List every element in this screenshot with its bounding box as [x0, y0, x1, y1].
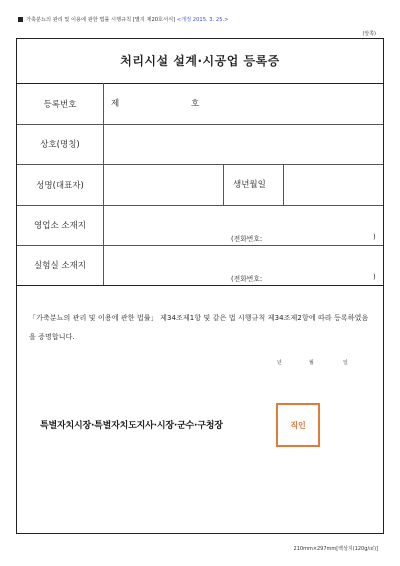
- office-address-label: 영업소 소재지: [34, 221, 86, 231]
- divider: [223, 164, 224, 205]
- page-side-indicator: (앞쪽): [362, 31, 376, 37]
- office-phone-close: ): [373, 233, 376, 241]
- representative-row: [17, 164, 383, 206]
- seal-label: 직인: [290, 420, 306, 430]
- official-seal-stamp: [276, 403, 320, 447]
- lab-phone-close: ): [373, 273, 376, 281]
- date-month-label: 월: [309, 360, 314, 366]
- certification-statement: 「가축분뇨의 관리 및 이용에 관한 법률」 제34조제1항 및 같은 법 시행규칙 제34조제2항에 따라 등록하였음을 증명합니다.: [29, 314, 369, 341]
- revision-note: <개정 2015. 3. 25.>: [176, 17, 229, 23]
- registration-number-row: [17, 83, 383, 125]
- square-bullet-icon: [18, 17, 23, 22]
- divider: [103, 124, 104, 164]
- registration-number-prefix: 제: [111, 99, 120, 109]
- office-address-row: [17, 205, 383, 246]
- date-year-label: 년: [277, 360, 282, 366]
- form-reference-caption: [18, 16, 229, 23]
- divider: [103, 164, 104, 205]
- registration-number-label: 등록번호: [43, 99, 77, 110]
- issuing-authority: 특별자치시장·특별자치도지사·시장·군수·구청장: [40, 421, 223, 431]
- lab-address-label: 실험실 소재지: [34, 261, 86, 271]
- representative-label: 성명(대표자): [36, 180, 84, 191]
- date-day-label: 일: [343, 360, 348, 366]
- trade-name-row: [17, 124, 383, 165]
- registration-certificate-form: [16, 38, 384, 534]
- lab-phone-label: (전화번호:: [231, 275, 263, 283]
- registration-number-suffix: 호: [191, 99, 200, 109]
- divider: [103, 205, 104, 245]
- trade-name-label: 상호(명칭): [40, 140, 80, 150]
- birthdate-label: 생년월일: [233, 180, 266, 190]
- divider: [283, 164, 284, 205]
- paper-specification: 210mm×297mm[백상지(120g/㎡)]: [293, 546, 378, 552]
- law-reference: 가축분뇨의 관리 및 이용에 관한 법률 시행규칙 [별지 제20호서식]: [26, 17, 176, 23]
- divider: [103, 245, 104, 285]
- office-phone-label: (전화번호:: [231, 235, 263, 243]
- form-title: 처리시설 설계·시공업 등록증: [17, 39, 383, 84]
- lab-address-row: [17, 245, 383, 286]
- divider: [103, 83, 104, 124]
